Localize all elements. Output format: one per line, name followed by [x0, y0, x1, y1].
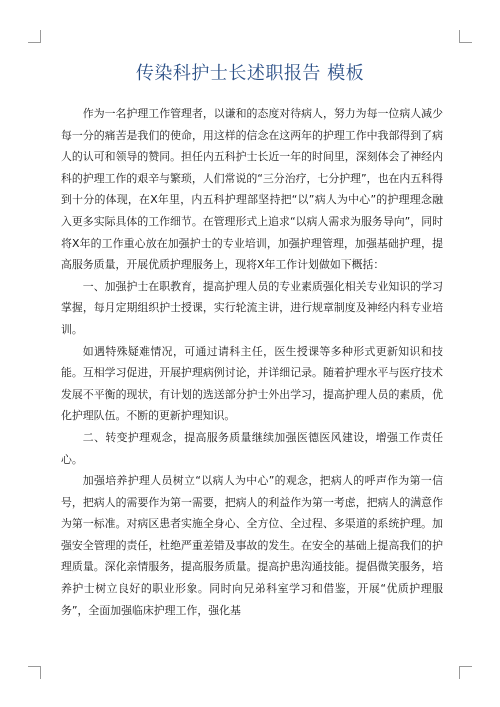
paragraph-intro: 作为一名护理工作管理者，以谦和的态度对待病人，努力为每一位病人减少每一分的痛苦是我们的使命，用这样的信念在这两年的护理工作中我部得到了病人的认可和领导的赞同。担任内五科护士长近一年的时间里，深刻体会了神经内科的护理工作的艰辛与繁琐，人们常说的“三分治疗，七分护理”，也在内五科得到十分的体现，在X年里，内五科护理部坚持把“以”病人为中心”的护理理念融入更多实际具体的工作细节。在管理形式上追求“以病人需求为服务导向”，同时将X年的工作重心放在加强护士的专业培训，加强护理管理，加强基础护理，提高服务质量，开展优质护理服务上，现将X年工作计划做如下概括：: [61, 107, 443, 272]
crop-mark-top-right: [459, 30, 472, 43]
crop-mark-top-left: [28, 30, 41, 43]
crop-mark-bottom-right: [459, 666, 472, 679]
paragraph-section-1-heading: 一、加强护士在职教育，提高护理人员的专业素质强化相关专业知识的学习掌握，每月定期组织护士授课，实行轮流主讲，进行规章制度及神经内科专业培训。: [61, 279, 443, 336]
document-title: 传染科护士长述职报告 模板: [135, 63, 365, 84]
paragraph-section-2-heading: 二、转变护理观念，提高服务质量继续加强医德医风建设，增强工作责任心。: [61, 430, 443, 466]
document-body: [61, 103, 443, 621]
paragraph-section-1-detail: 如遇特殊疑难情况，可通过请科主任，医生授课等多种形式更新知识和技能。互相学习促进，开展护理病例讨论，并详细记录。随着护理水平与医疗技术发展不平衡的现状，有计划的选送部分护士外出学习，提高护理人员的素质，优化护理队伍。不断的更新护理知识。: [61, 344, 443, 423]
paragraph-section-2-detail: 加强培养护理人员树立“以病人为中心”的观念，把病人的呼声作为第一信号，把病人的需要作为第一需要，把病人的利益作为第一考虑，把病人的满意作为第一标准。对病区患者实施全身心、全方位、全过程、多渠道的系统护理。加强安全管理的责任，杜绝严重差错及事故的发生。在安全的基础上提高我们的护理质量。深化亲情服务，提高服务质量。提高护患沟通技能。提倡微笑服务，培养护士树立良好的职业形象。同时向兄弟科室学习和借鉴，开展“优质护理服务”，全面加强临床护理工作，强化基: [61, 474, 443, 617]
crop-mark-bottom-left: [28, 666, 41, 679]
